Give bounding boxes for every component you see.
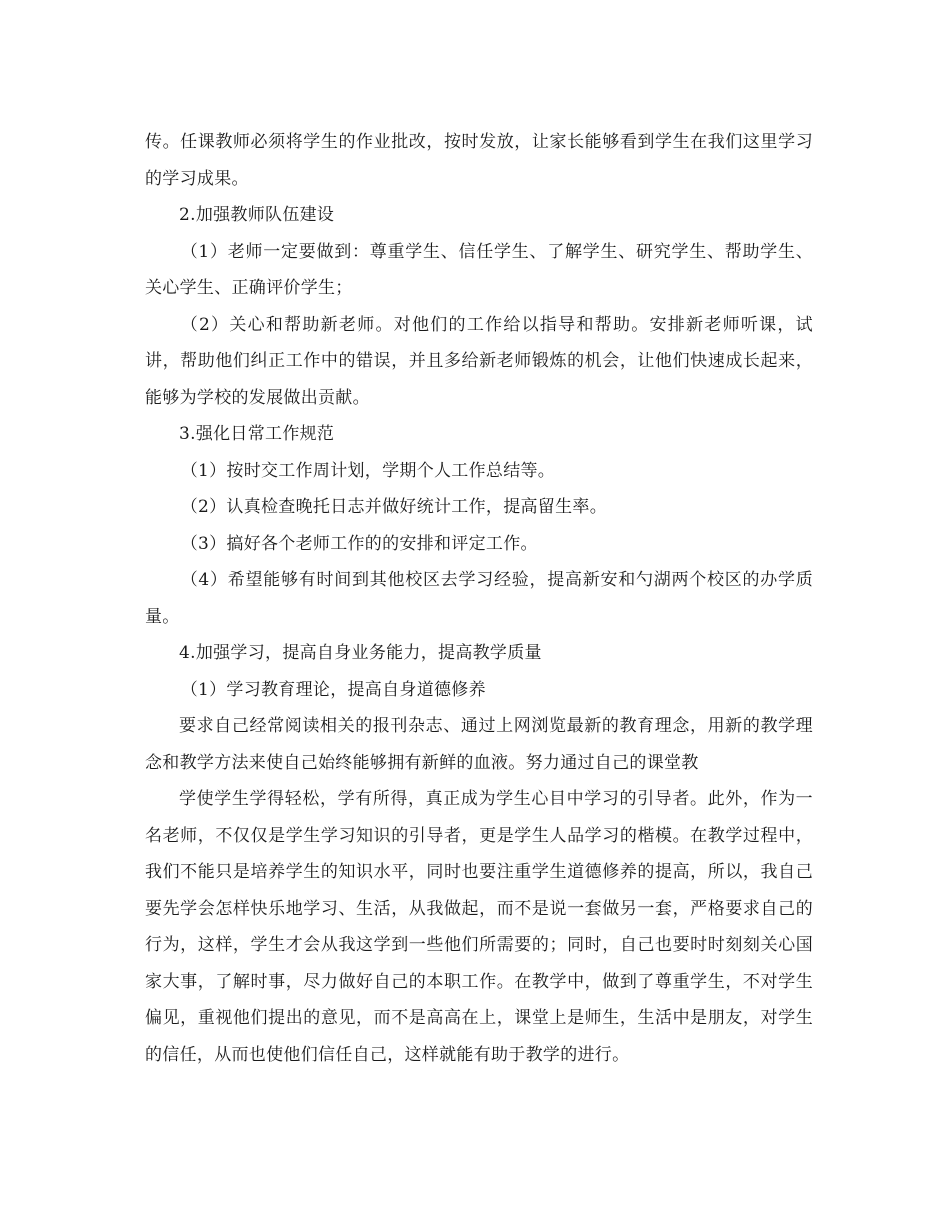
document-body [145,124,813,1073]
list-item-3-1: （1）按时交工作周计划，学期个人工作总结等。 [180,460,556,481]
body-paragraph: 学使学生学得轻松，学有所得，真正成为学生心目中学习的引导者。此外，作为一名老师，不仅仅是学生学习知识的引导者，更是学生人品学习的楷模。在教学过程中，我们不能只是培养学生的知识水平，同时也要注重学生道德修养的提高，所以，我自己要先学会怎样快乐地学习、生活，从我做起，而不是说一套做另一套，严格要求自己的行为，这样，学生才会从我这学到一些他们所需要的；同时，自己也要时时刻刻关心国家大事，了解时事，尽力做好自己的本职工作。在教学中，做到了尊重学生，不对学生偏见，重视他们提出的意见，而不是高高在上，课堂上是师生，生活中是朋友，对学生的信任，从而也使他们信任自己，这样就能有助于教学的进行。 [145,789,813,1065]
section-heading-4: 4.加强学习，提高自身业务能力，提高教学质量 [179,643,542,663]
list-item-2-2: （2）关心和帮助新老师。对他们的工作给以指导和帮助。安排新老师听课，试讲，帮助他们纠正工作中的错误，并且多给新老师锻炼的机会，让他们快速成长起来，能够为学校的发展做出贡献。 [145,314,813,408]
list-item-3-4: （4）希望能够有时间到其他校区去学习经验，提高新安和勺湖两个校区的办学质量。 [145,570,813,627]
paragraph-continuation: 传。任课教师必须将学生的作业批改，按时发放，让家长能够看到学生在我们这里学习的学习成果。 [145,132,813,189]
section-heading-3: 3.强化日常工作规范 [179,424,335,444]
list-item-3-3: （3）搞好各个老师工作的的安排和评定工作。 [180,533,538,554]
section-heading-2: 2.加强教师队伍建设 [179,205,335,225]
list-item-3-2: （2）认真检查晚托日志并做好统计工作，提高留生率。 [180,497,608,517]
list-item-4-1: （1）学习教育理论，提高自身道德修养 [180,679,486,700]
list-item-2-1: （1）老师一定要做到：尊重学生、信任学生、了解学生、研究学生、帮助学生、关心学生、正确评价学生； [145,241,813,298]
body-paragraph: 要求自己经常阅读相关的报刊杂志、通过上网浏览最新的教育理念，用新的教学理念和教学方法来使自己始终能够拥有新鲜的血液。努力通过自己的课堂教 [145,716,813,773]
